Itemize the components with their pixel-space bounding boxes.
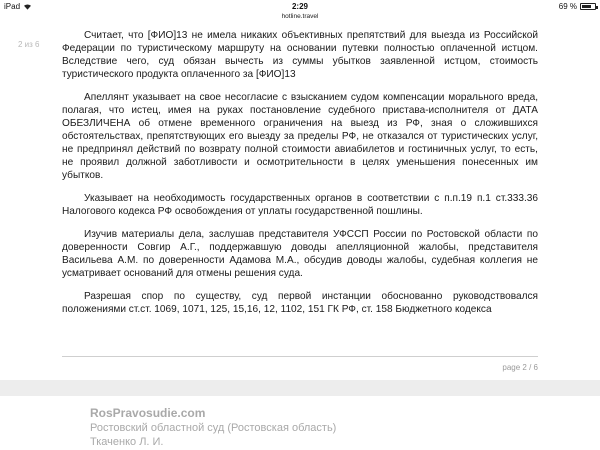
paragraph: Апеллянт указывает на свое несогласие с взысканием судом компенсации морального вреда, полагая, что истец, имея на руках постановление судебного пристава-исполнителя от ДАТА ОБЕЗЛИЧЕНА об отмене временного ограничения на выезд из РФ, зная о сложившихся обстоятельствах, препятствующих его выезду за пределы РФ, не отказался от туристических услуг, не предпринял действий по возврату полной стоимости авиабилетов и гостиничных услуг, то есть, не проявил должной заботливости и осмотрительности в целях уменьшения понесенных им убытков. bbox=[62, 92, 538, 181]
url-domain[interactable]: hotline.travel bbox=[281, 13, 319, 20]
court-name: Ростовский областной суд (Ростовская область) bbox=[90, 422, 337, 434]
paragraph: Считает, что [ФИО]13 не имела никаких объективных препятствий для выезда из Российской Федерации по туристическому маршруту на основании путевки полностью оплаченной истцом. Вследствие чего, суд обязан вычесть из суммы убытков заявленной истцом, стоимость туристического продукта оплаченного за [ФИО]13 bbox=[62, 30, 538, 80]
address-bar[interactable] bbox=[0, 13, 600, 23]
document-page[interactable] bbox=[0, 23, 600, 380]
battery-icon bbox=[580, 3, 596, 10]
paragraph: Указывает на необходимость государственных органов в соответствии с п.п.19 п.1 ст.333.36 Налогового кодекса РФ освобождения от уплаты государственной пошлины. bbox=[62, 193, 538, 217]
paragraph: Разрешая спор по существу, суд первой инстанции обоснованно руководствовался положениями ст.ст. 1069, 1071, 125, 15,16, 12, 1102, 151 ГК РФ, ст. 158 Бюджетного кодекса bbox=[62, 291, 538, 315]
device-label: iPad bbox=[4, 2, 21, 11]
status-right bbox=[559, 0, 596, 13]
document-body bbox=[62, 29, 538, 326]
status-bar bbox=[0, 0, 600, 13]
paragraph: Изучив материалы дела, заслушав представителя УФССП России по Ростовской области по доверенности Совгир А.Г., поддержавшую доводы апелляционной жалобы, представителя Васильева А.М. по доверенности Адамова М.А., обсудив доводы жалобы, судебная коллегия не усматривает оснований для отмены решения суда. bbox=[62, 229, 538, 279]
page-divider bbox=[62, 356, 538, 357]
page-badge: 2 из 6 bbox=[18, 40, 40, 49]
page-indicator: page 2 / 6 bbox=[502, 363, 538, 372]
next-document-page[interactable] bbox=[6, 396, 594, 450]
page-gutter bbox=[0, 380, 600, 396]
judge-name: Ткаченко Л. И. bbox=[90, 436, 164, 448]
site-watermark: RosPravosudie.com bbox=[90, 406, 206, 420]
clock: 2:29 bbox=[291, 2, 308, 11]
battery-percentage: 69 % bbox=[558, 2, 577, 11]
